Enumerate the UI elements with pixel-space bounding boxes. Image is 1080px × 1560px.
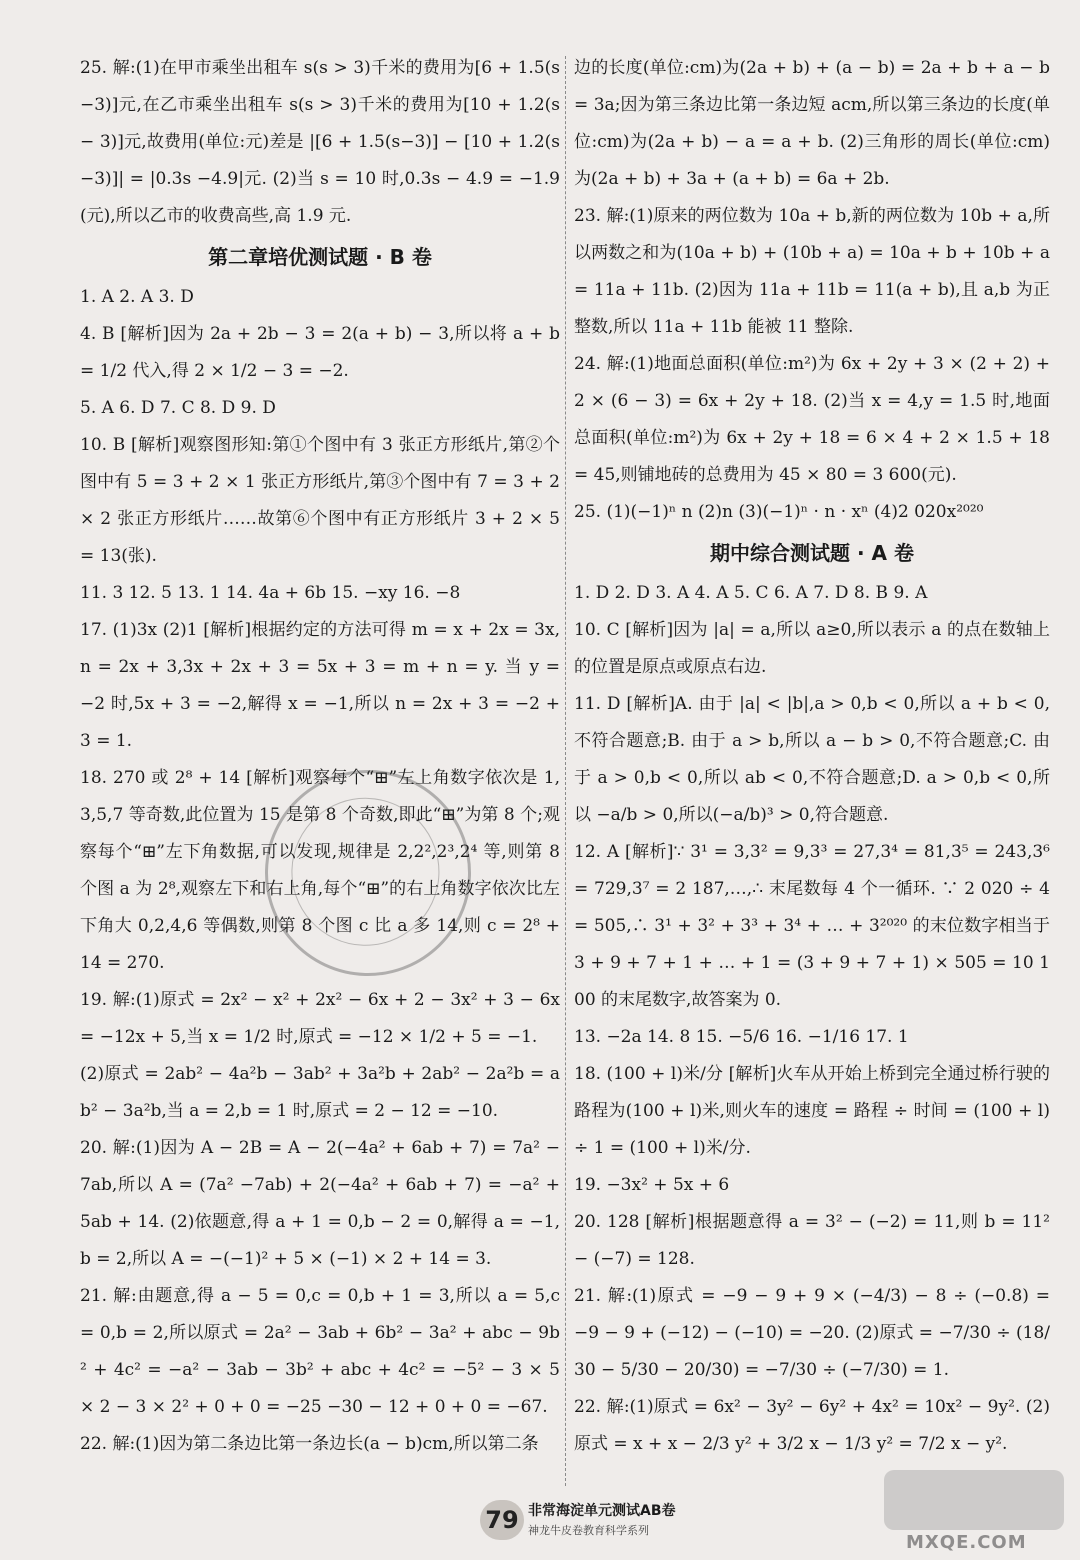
answer-entry: 22. 解:(1)原式 = 6x² − 3y² − 6y² + 4x² = 10x² − 9y². (2)原式 = x + x − 2/3 y² + 3/2 x − 1/3 y² = 7/2 x − y².	[574, 1397, 1050, 1454]
answer-entry: 21. 解:(1)原式 = −9 − 9 + 9 × (−4/3) − 8 ÷ (−0.8) = −9 − 9 + (−12) − (−10) = −20. (2)原式 = −7/30 ÷ (18/30 − 5/30 − 20/30) = −7/30 ÷ (−7/30) = 1.	[574, 1286, 1050, 1380]
column-divider	[565, 56, 566, 1486]
answer-entry: 5. A 6. D 7. C 8. D 9. D	[80, 398, 276, 418]
answer-entry: 24. 解:(1)地面总面积(单位:m²)为 6x + 2y + 3 × (2 + 2) + 2 × (6 − 3) = 6x + 2y + 18. (2)当 x = 4,y = 1.5 时,地面总面积(单位:m²)为 6x + 2y + 18 = 6 × 4 + 2 × 1.5 + 18 = 45,则铺地砖的总费用为 45 × 80 = 3 600(元).	[574, 354, 1050, 485]
answer-entry: 19. −3x² + 5x + 6	[574, 1175, 730, 1195]
answer-entry: 23. 解:(1)原来的两位数为 10a + b,新的两位数为 10b + a,所以两数之和为(10a + b) + (10b + a) = 10a + b + 10b + a = 11a + 11b. (2)因为 11a + 11b = 11(a + b),且 a,b 为正整数,所以 11a + 11b 能被 11 整除.	[574, 206, 1050, 337]
section-heading: 第二章培优测试题 · B 卷	[208, 245, 432, 269]
answer-entry: 4. B [解析]因为 2a + 2b − 3 = 2(a + b) − 3,所以将 a + b = 1/2 代入,得 2 × 1/2 − 3 = −2.	[80, 324, 560, 381]
series-subtitle: 神龙牛皮卷教育科学系列	[528, 1524, 649, 1537]
answer-entry: 17. (1)3x (2)1 [解析]根据约定的方法可得 m = x + 2x = 3x,n = 2x + 3,3x + 2x + 3 = 5x + 3 = m + n = y. 当 y = −2 时,5x + 3 = −2,解得 x = −1,所以 n = 2x + 3 = −2 + 3 = 1.	[80, 620, 560, 751]
section-heading: 期中综合测试题 · A 卷	[710, 541, 914, 565]
answer-entry: 21. 解:由题意,得 a − 5 = 0,c = 0,b + 1 = 3,所以 a = 5,c = 0,b = 2,所以原式 = 2a² − 3ab + 6b² − 3a² + abc − 9b² + 4c² = −a² − 3ab − 3b² + abc + 4c² = −5² − 3 × 5 × 2 − 3 × 2² + 0 + 0 = −25 −30 − 12 + 0 + 0 = −67.	[80, 1286, 560, 1417]
series-title: 非常海淀单元测试AB卷	[528, 1503, 676, 1519]
answer-entry: 20. 解:(1)因为 A − 2B = A − 2(−4a² + 6ab + 7) = 7a² − 7ab,所以 A = (7a² −7ab) + 2(−4a² + 6ab + 7) = −a² + 5ab + 14. (2)依题意,得 a + 1 = 0,b − 2 = 0,解得 a = −1,b = 2,所以 A = −(−1)² + 5 × (−1) × 2 + 14 = 3.	[80, 1138, 560, 1269]
answer-entry: 25. (1)(−1)ⁿ n (2)n (3)(−1)ⁿ · n · xⁿ (4)2 020x²⁰²⁰	[574, 502, 984, 522]
answer-entry: 10. B [解析]观察图形知:第①个图中有 3 张正方形纸片,第②个图中有 5 = 3 + 2 × 1 张正方形纸片,第③个图中有 7 = 3 + 2 × 2 张正方形纸片……故第⑥个图中有正方形纸片 3 + 2 × 5 = 13(张).	[80, 435, 560, 566]
answer-entry: 20. 128 [解析]根据题意得 a = 3² − (−2) = 11,则 b = 11² − (−7) = 128.	[574, 1212, 1050, 1269]
answer-entry: 19. 解:(1)原式 = 2x² − x² + 2x² − 6x + 2 − 3x² + 3 − 6x = −12x + 5,当 x = 1/2 时,原式 = −12 × 1/2 + 5 = −1.	[80, 990, 560, 1047]
answer-entry: 10. C [解析]因为 |a| = a,所以 a≥0,所以表示 a 的点在数轴上的位置是原点或原点右边.	[574, 620, 1050, 677]
answer-entry: 11. D [解析]A. 由于 |a| < |b|,a > 0,b < 0,所以 a + b < 0,不符合题意;B. 由于 a > b,所以 a − b > 0,不符合题意;C. 由于 a > 0,b < 0,所以 ab < 0,不符合题意;D. a > 0,b < 0,所以 −a/b > 0,所以(−a/b)³ > 0,符合题意.	[574, 694, 1050, 825]
watermark-logo	[884, 1470, 1064, 1530]
answer-entry: 18. (100 + l)米/分 [解析]火车从开始上桥到完全通过桥行驶的路程为(100 + l)米,则火车的速度 = 路程 ÷ 时间 = (100 + l) ÷ 1 = (100 + l)米/分.	[574, 1064, 1050, 1158]
page-number: 79	[480, 1500, 524, 1540]
answer-entry: 12. A [解析]∵ 3¹ = 3,3² = 9,3³ = 27,3⁴ = 81,3⁵ = 243,3⁶ = 729,3⁷ = 2 187,…,∴ 末尾数每 4 个一循环. ∵ 2 020 ÷ 4 = 505,∴ 3¹ + 3² + 3³ + 3⁴ + … + 3²⁰²⁰ 的末位数字相当于 3 + 9 + 7 + 1 + … + 1 = (3 + 9 + 7 + 1) × 505 = 10 100 的末尾数字,故答案为 0.	[574, 842, 1050, 1010]
answer-entry: (2)原式 = 2ab² − 4a²b − 3ab² + 3a²b + 2ab² − 2a²b = ab² − 3a²b,当 a = 2,b = 1 时,原式 = 2 − 12 = −10.	[80, 1064, 560, 1121]
answer-entry: 1. D 2. D 3. A 4. A 5. C 6. A 7. D 8. B 9. A	[574, 583, 928, 603]
answer-entry: 13. −2a 14. 8 15. −5/6 16. −1/16 17. 1	[574, 1027, 909, 1047]
left-column	[80, 50, 560, 1463]
page-footer	[480, 1496, 720, 1550]
answer-entry: 18. 270 或 2⁸ + 14 [解析]观察每个“⊞”左上角数字依次是 1,3,5,7 等奇数,此位置为 15 是第 8 个奇数,即此“⊞”为第 8 个;观察每个“⊞”左下角数据,可以发现,规律是 2,2²,2³,2⁴ 等,则第 8 个图 a 为 2⁸,观察左下和右上角,每个“⊞”的右上角数字依次比左下角大 0,2,4,6 等偶数,则第 8 个图 c 比 a 多 14,则 c = 2⁸ + 14 = 270.	[80, 768, 560, 973]
answer-entry: 11. 3 12. 5 13. 1 14. 4a + 6b 15. −xy 16. −8	[80, 583, 461, 603]
answer-entry: 25. 解:(1)在甲市乘坐出租车 s(s > 3)千米的费用为[6 + 1.5(s−3)]元,在乙市乘坐出租车 s(s > 3)千米的费用为[10 + 1.2(s − 3)]元,故费用(单位:元)差是 |[6 + 1.5(s−3)] − [10 + 1.2(s −3)]| = |0.3s −4.9|元. (2)当 s = 10 时,0.3s − 4.9 = −1.9(元),所以乙市的收费高些,高 1.9 元.	[80, 58, 560, 226]
right-column	[574, 50, 1050, 1463]
site-watermark	[884, 1470, 1074, 1558]
watermark-url: MXQE.COM	[906, 1532, 1027, 1553]
answer-entry: 1. A 2. A 3. D	[80, 287, 194, 307]
answer-entry: 边的长度(单位:cm)为(2a + b) + (a − b) = 2a + b + a − b = 3a;因为第三条边比第一条边短 acm,所以第三条边的长度(单位:cm)为(2a + b) − a = a + b. (2)三角形的周长(单位:cm)为(2a + b) + 3a + (a + b) = 6a + 2b.	[574, 58, 1050, 189]
answer-entry: 22. 解:(1)因为第二条边比第一条边长(a − b)cm,所以第二条	[80, 1434, 539, 1454]
